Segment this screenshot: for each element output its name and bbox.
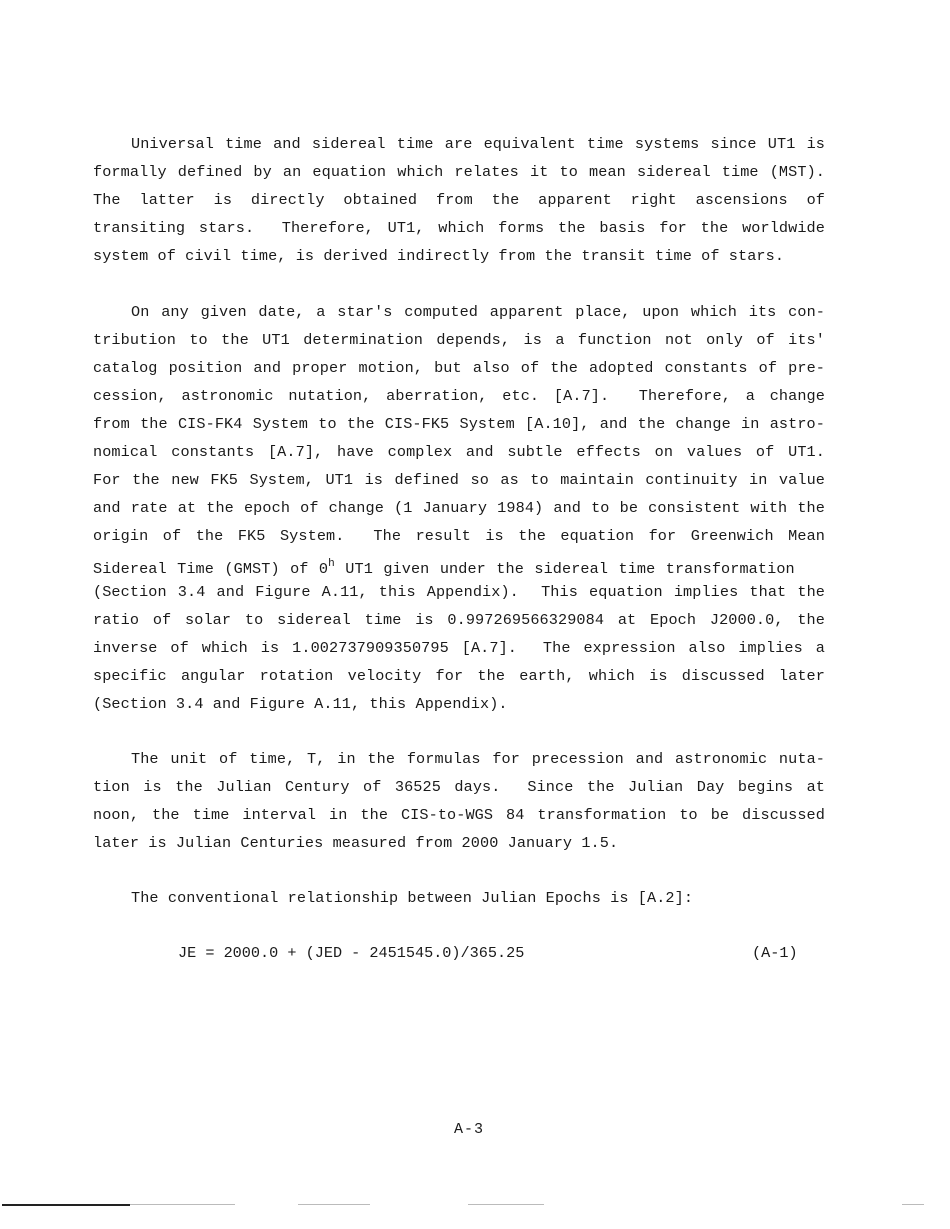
paragraph-1-line-2: formally defined by an equation which relates it to mean sidereal time (MST).	[93, 163, 825, 181]
paragraph-2-line-8: and rate at the epoch of change (1 January 1984) and to be consistent with the	[93, 499, 825, 517]
paragraph-2-line-14: specific angular rotation velocity for the earth, which is discussed later	[93, 667, 825, 685]
paragraph-2-line-7: For the new FK5 System, UT1 is defined so as to maintain continuity in value	[93, 471, 825, 489]
paragraph-2-line-10	[93, 555, 825, 578]
paragraph-3-line-2: tion is the Julian Century of 36525 days. Since the Julian Day begins at	[93, 778, 825, 796]
paragraph-4-line-1: The conventional relationship between Julian Epochs is [A.2]:	[131, 889, 694, 907]
bottom-rule-left	[2, 1204, 130, 1206]
paragraph-3-line-4: later is Julian Centuries measured from 2000 January 1.5.	[93, 834, 619, 852]
paragraph-2-line-1: On any given date, a star's computed apparent place, upon which its con-	[131, 303, 825, 321]
hours-superscript: h	[328, 558, 335, 570]
paragraph-1-line-1: Universal time and sidereal time are equivalent time systems since UT1 is	[131, 135, 825, 153]
equation-a-1: JE = 2000.0 + (JED - 2451545.0)/365.25	[178, 944, 525, 962]
paragraph-2-line-6: nomical constants [A.7], have complex and subtle effects on values of UT1.	[93, 443, 825, 461]
bottom-rule-dash-2	[468, 1204, 544, 1205]
bottom-rule-faint	[130, 1204, 235, 1205]
gmst-text: Sidereal Time (GMST) of 0	[93, 560, 329, 578]
paragraph-3-line-3: noon, the time interval in the CIS-to-WGS 84 transformation to be discussed	[93, 806, 825, 824]
paragraph-2-line-15: (Section 3.4 and Figure A.11, this Appendix).	[93, 695, 508, 713]
paragraph-2-line-13: inverse of which is 1.002737909350795 [A.7]. The expression also implies a	[93, 639, 825, 657]
paragraph-2-line-5: from the CIS-FK4 System to the CIS-FK5 System [A.10], and the change in astro-	[93, 415, 825, 433]
bottom-rule-dash-1	[298, 1204, 370, 1205]
gmst-text-rest: UT1 given under the sidereal time transformation	[334, 560, 795, 578]
paragraph-2-line-2: tribution to the UT1 determination depends, is a function not only of its'	[93, 331, 825, 349]
paragraph-1-line-5: system of civil time, is derived indirectly from the transit time of stars.	[93, 247, 785, 265]
paragraph-3-line-1: The unit of time, T, in the formulas for precession and astronomic nuta-	[131, 750, 825, 768]
page-number: A-3	[454, 1121, 485, 1138]
paragraph-2-line-11: (Section 3.4 and Figure A.11, this Appendix). This equation implies that the	[93, 583, 825, 601]
paragraph-2-line-12: ratio of solar to sidereal time is 0.997269566329084 at Epoch J2000.0, the	[93, 611, 825, 629]
paragraph-1-line-4: transiting stars. Therefore, UT1, which forms the basis for the worldwide	[93, 219, 825, 237]
paragraph-2-line-4: cession, astronomic nutation, aberration, etc. [A.7]. Therefore, a change	[93, 387, 825, 405]
equation-number: (A-1)	[752, 944, 798, 962]
bottom-rule-right	[902, 1204, 924, 1205]
paragraph-2-line-3: catalog position and proper motion, but also of the adopted constants of pre-	[93, 359, 825, 377]
paragraph-1-line-3: The latter is directly obtained from the apparent right ascensions of	[93, 191, 825, 209]
paragraph-2-line-9: origin of the FK5 System. The result is the equation for Greenwich Mean	[93, 527, 825, 545]
